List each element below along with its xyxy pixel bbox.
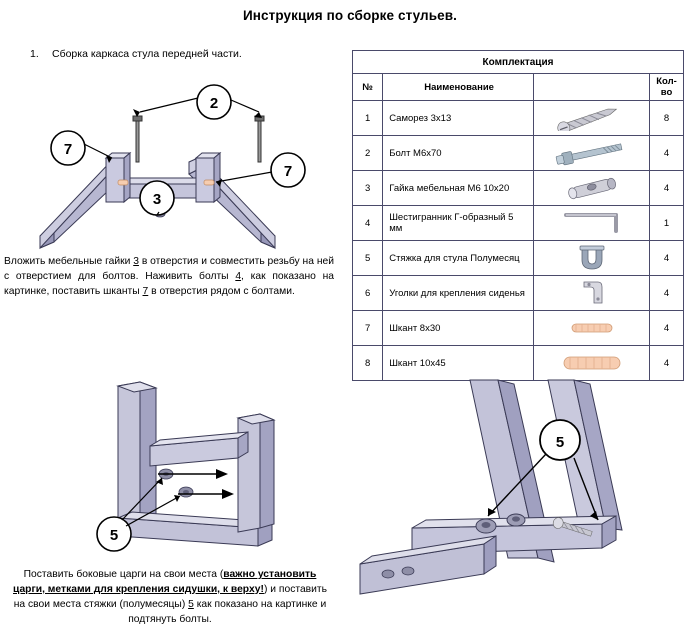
row-image (533, 171, 649, 206)
para1-line2a: ней с отверстием для болтов. Наживить болты (4, 256, 334, 282)
table-row (353, 276, 684, 311)
row-num: 1 (353, 101, 383, 136)
para2-bold-2: царги, метками для крепления сидушки, к верху! (13, 583, 264, 595)
row-qty: 4 (650, 276, 684, 311)
barrel-nut-icon (544, 175, 640, 201)
corner-bracket-icon (544, 279, 640, 307)
step-1-heading (30, 48, 320, 60)
row-image (533, 136, 649, 171)
row-qty: 4 (650, 346, 684, 381)
para2-line1a: Поставить боковые царги на свои места ( (23, 569, 224, 580)
table-row (353, 136, 684, 171)
para2-line4: картинке и подтянуть болты. (128, 598, 327, 625)
para1-line3a: картинке, поставить шканты (4, 285, 143, 297)
row-name: Гайка мебельная М6 10х20 (383, 171, 534, 206)
callout-label-3: 3 (152, 191, 162, 208)
paragraph-step-2 (10, 568, 330, 628)
para2-marker-5: 5 (188, 598, 194, 610)
dowel-large-icon (544, 352, 640, 374)
callout-label-7-right: 7 (283, 163, 293, 180)
page-title: Инструкция по сборке стульев. (243, 8, 457, 23)
parts-table-wrapper (352, 50, 684, 381)
row-qty: 4 (650, 171, 684, 206)
row-num: 8 (353, 346, 383, 381)
para2-line3b: как показано на (193, 598, 273, 610)
row-name: Шкант 8х30 (383, 311, 534, 346)
para1-marker-3: 3 (133, 256, 139, 267)
parts-table (352, 50, 684, 381)
screw-icon (544, 105, 640, 131)
para1-line2b: , как показано на (241, 270, 335, 282)
row-name: Стяжка для стула Полумесяц (383, 241, 534, 276)
figure-1-illustration (20, 62, 330, 252)
table-row (353, 311, 684, 346)
bolt-icon (544, 140, 640, 166)
header-num: № (353, 74, 383, 101)
table-row (353, 346, 684, 381)
table-row (353, 241, 684, 276)
row-image (533, 346, 649, 381)
table-caption-row (353, 51, 684, 74)
callout-label-5: 5 (555, 434, 565, 451)
row-num: 7 (353, 311, 383, 346)
row-name: Шестигранник Г-образный 5 мм (383, 206, 534, 241)
row-name: Шкант 10х45 (383, 346, 534, 381)
row-num: 3 (353, 171, 383, 206)
para1-marker-7: 7 (142, 285, 149, 297)
row-image (533, 101, 649, 136)
row-image (533, 276, 649, 311)
figure-side-rails-assembly (10, 378, 330, 563)
step-1-text: Сборка каркаса стула передней части. (52, 48, 242, 60)
row-image (533, 241, 649, 276)
row-num: 2 (353, 136, 383, 171)
row-name: Уголки для крепления сиденья (383, 276, 534, 311)
para1-line1a: Вложить мебельные гайки (4, 256, 134, 267)
header-image (533, 74, 649, 101)
crescent-bracket-icon (544, 244, 640, 272)
figure-3-illustration (352, 378, 692, 628)
para2-line2b: ) и (263, 583, 277, 595)
header-name: Наименование (383, 74, 534, 101)
row-qty: 4 (650, 136, 684, 171)
paragraph-step-1 (4, 255, 334, 300)
step-1-number: 1. (30, 48, 39, 60)
dowel-small-icon (544, 317, 640, 339)
row-qty: 1 (650, 206, 684, 241)
para1-line3b: в отверстия рядом с болтами. (148, 285, 295, 297)
figure-2-illustration (10, 378, 330, 563)
row-qty: 8 (650, 101, 684, 136)
callout-label-2: 2 (209, 95, 219, 112)
table-row (353, 101, 684, 136)
table-caption: Комплектация (353, 51, 684, 74)
row-name: Болт М6х70 (383, 136, 534, 171)
para2-bold-1: важно установить (223, 569, 317, 580)
row-qty: 4 (650, 311, 684, 346)
row-image (533, 206, 649, 241)
figure-crescent-detail (352, 378, 692, 628)
row-num: 6 (353, 276, 383, 311)
row-num: 4 (353, 206, 383, 241)
table-row (353, 206, 684, 241)
header-qty: Кол-во (650, 74, 684, 101)
row-qty: 4 (650, 241, 684, 276)
table-row (353, 171, 684, 206)
para1-marker-4: 4 (235, 270, 242, 282)
para2-line3a: поставить на свои места стяжки (полумесяцы) (13, 583, 327, 610)
row-num: 5 (353, 241, 383, 276)
para1-line1b: в отверстия и совместить резьбу на (138, 256, 314, 267)
callout-label-5: 5 (109, 527, 119, 544)
hex-key-icon (544, 209, 640, 237)
figure-front-frame-assembly (20, 62, 330, 252)
table-header-row (353, 74, 684, 101)
callout-label-7-left: 7 (63, 141, 73, 158)
row-name: Саморез 3х13 (383, 101, 534, 136)
row-image (533, 311, 649, 346)
